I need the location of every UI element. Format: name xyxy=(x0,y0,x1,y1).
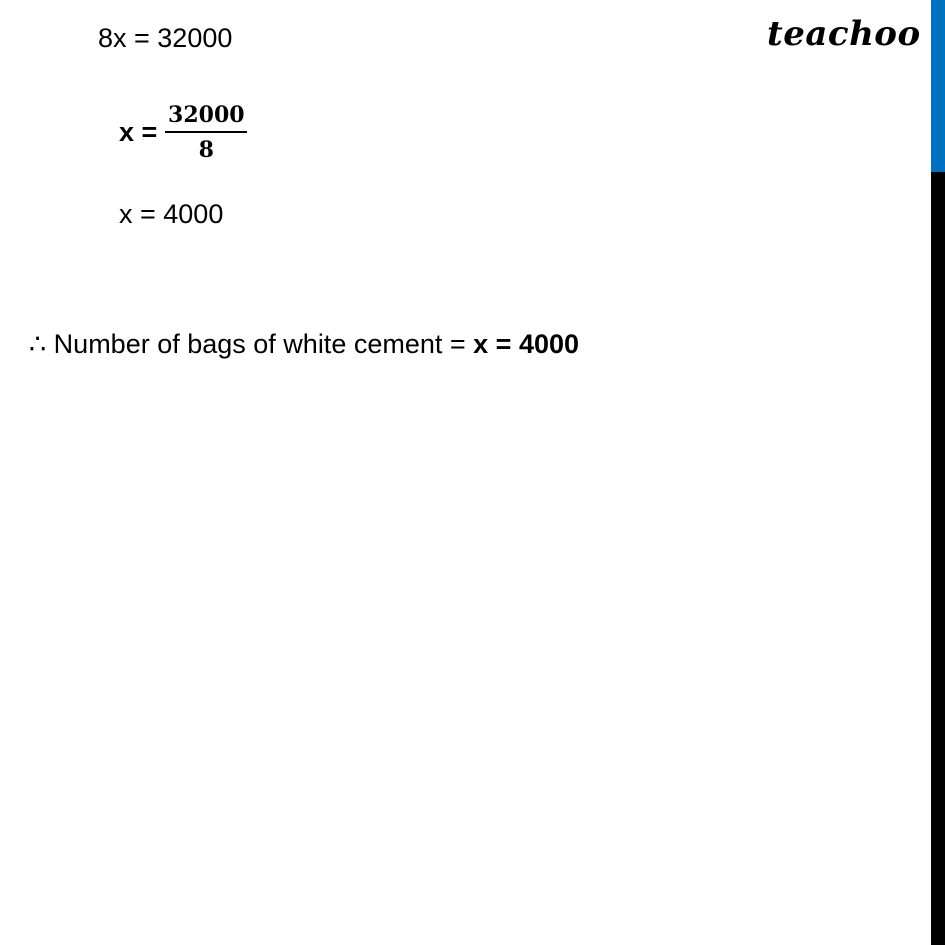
equation-step-2-lhs: x = xyxy=(119,117,158,147)
teachoo-logo: teachoo xyxy=(767,14,921,54)
fraction-denominator: 8 xyxy=(198,137,214,163)
side-accent-bar-blue xyxy=(931,0,945,172)
equation-step-2 xyxy=(119,104,247,161)
conclusion-text: ∴ Number of bags of white cement = xyxy=(29,329,474,359)
conclusion-answer: x = 4000 xyxy=(473,329,580,359)
conclusion-line xyxy=(29,331,579,358)
equation-step-1: 8x = 32000 xyxy=(98,23,233,53)
fraction-bar xyxy=(165,131,247,133)
fraction-numerator: 32000 xyxy=(168,102,245,128)
equation-step-3: x = 4000 xyxy=(119,199,224,229)
side-accent-bar xyxy=(931,0,945,945)
fraction xyxy=(165,104,247,161)
